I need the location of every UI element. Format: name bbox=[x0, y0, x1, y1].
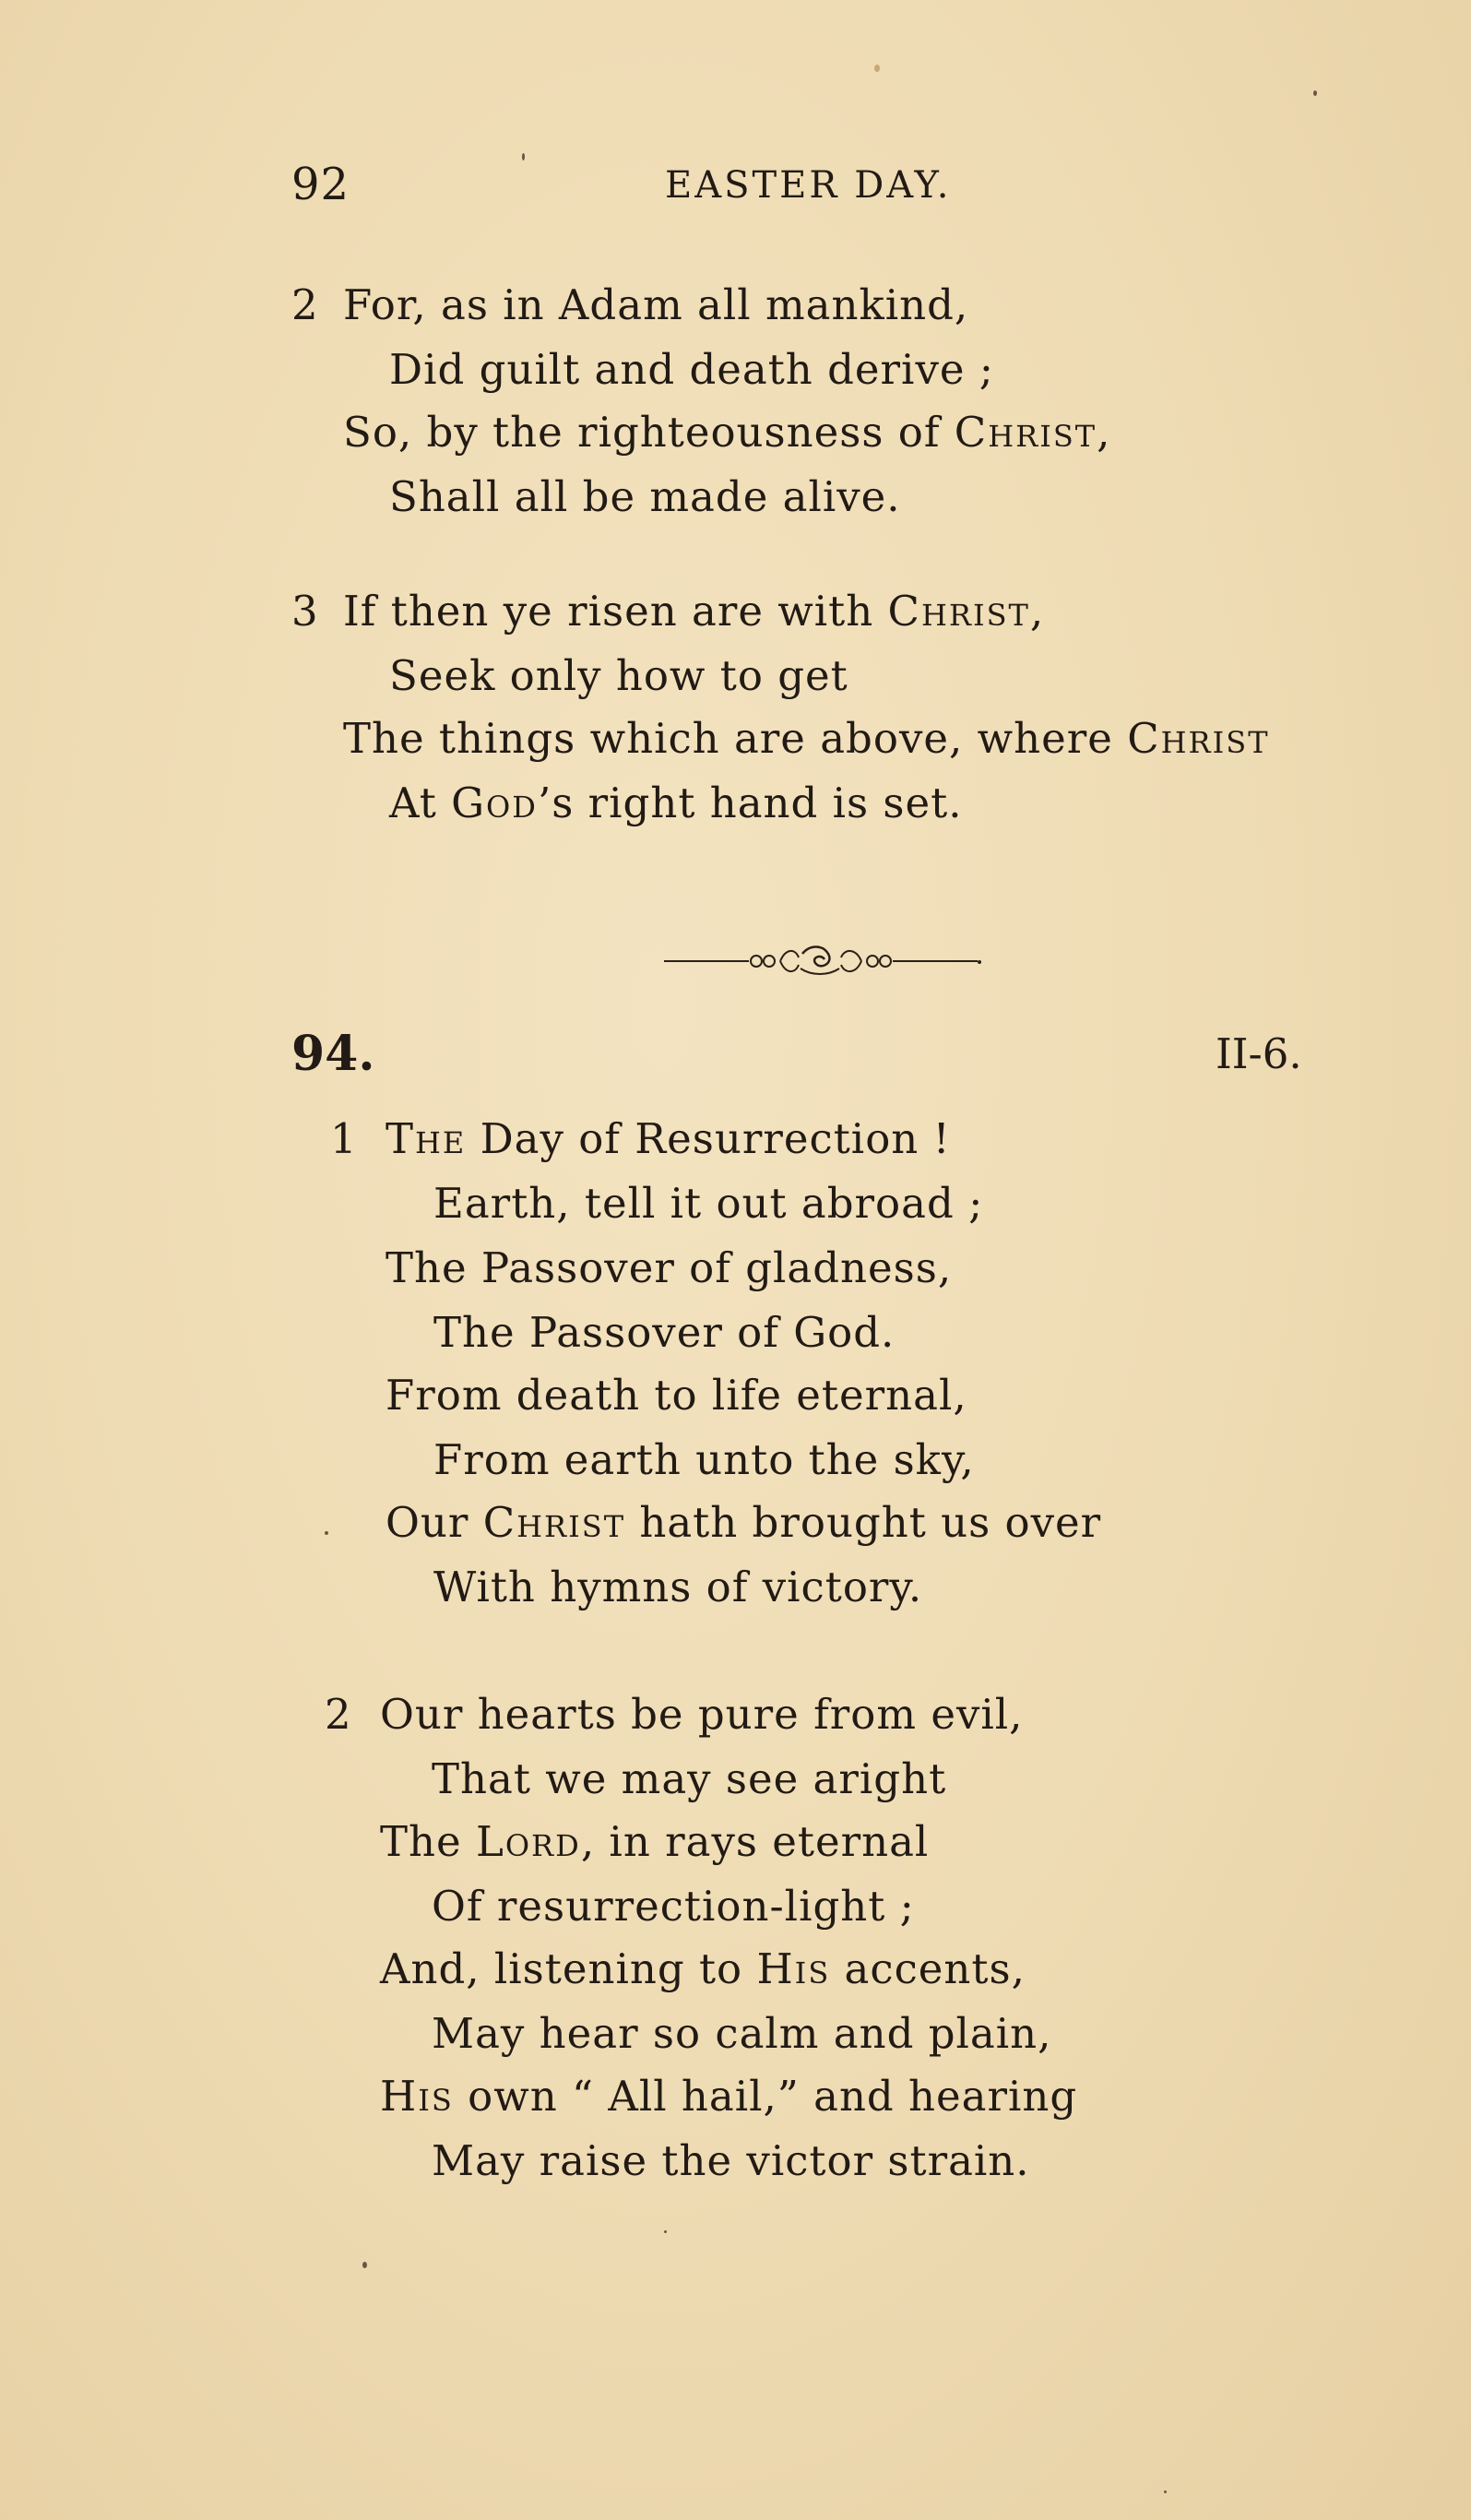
hymn-meter: II-6. bbox=[1216, 1029, 1302, 1078]
divine-name: Christ bbox=[1127, 714, 1270, 763]
stanza-number: 1 bbox=[330, 1114, 357, 1163]
verse-line: Our Christ hath brought us over bbox=[386, 1498, 1102, 1547]
verse-line: May raise the victor strain. bbox=[432, 2136, 1030, 2185]
verse-line: That we may see aright bbox=[432, 1754, 947, 1803]
divine-name: His bbox=[756, 1944, 831, 1993]
verse-line: Shall all be made alive. bbox=[389, 472, 901, 521]
verse-line: At God’s right hand is set. bbox=[389, 779, 963, 827]
verse-line: From death to life eternal, bbox=[386, 1371, 967, 1420]
verse-line: The Lord, in rays eternal bbox=[380, 1817, 930, 1866]
stanza-number: 3 bbox=[291, 587, 318, 636]
verse-line: The Passover of God. bbox=[433, 1308, 896, 1357]
divine-name: His bbox=[380, 2072, 454, 2121]
verse-line: Our hearts be pure from evil, bbox=[380, 1690, 1024, 1739]
verse-line: So, by the righteousness of Christ, bbox=[343, 408, 1111, 457]
page-title: EASTER DAY. bbox=[665, 164, 952, 207]
stanza-number: 2 bbox=[291, 280, 318, 329]
verse-line: Earth, tell it out abroad ; bbox=[433, 1179, 984, 1228]
running-head bbox=[291, 159, 1324, 223]
verse-line: And, listening to His accents, bbox=[380, 1944, 1026, 1993]
verse-line: May hear so calm and plain, bbox=[432, 2009, 1052, 2058]
stanza-number: 2 bbox=[325, 1690, 351, 1739]
divine-name: Lord bbox=[475, 1817, 581, 1866]
verse-line: His own “ All hail,” and hearing bbox=[380, 2072, 1078, 2121]
verse-line: The Passover of gladness, bbox=[386, 1243, 953, 1292]
verse-line: Seek only how to get bbox=[389, 651, 848, 700]
verse-line: If then ye risen are with Christ, bbox=[343, 587, 1045, 636]
verse-line: For, as in Adam all mankind, bbox=[343, 280, 969, 329]
page-number: 92 bbox=[291, 159, 350, 210]
divine-name: Christ bbox=[954, 408, 1097, 457]
verse-line: Of resurrection-light ; bbox=[432, 1882, 915, 1931]
verse-line: The Day of Resurrection ! bbox=[386, 1114, 951, 1163]
verse-line: With hymns of victory. bbox=[433, 1563, 923, 1611]
verse-line: From earth unto the sky, bbox=[433, 1435, 975, 1484]
divine-name: Christ bbox=[887, 587, 1030, 636]
hymn-number: 94. bbox=[291, 1026, 375, 1082]
ornament-divider-icon bbox=[664, 943, 1005, 980]
verse-line: Did guilt and death derive ; bbox=[389, 345, 994, 394]
divine-name: God bbox=[451, 779, 538, 827]
divine-name: Christ bbox=[482, 1498, 626, 1547]
verse-line: The things which are above, where Christ bbox=[343, 714, 1270, 763]
